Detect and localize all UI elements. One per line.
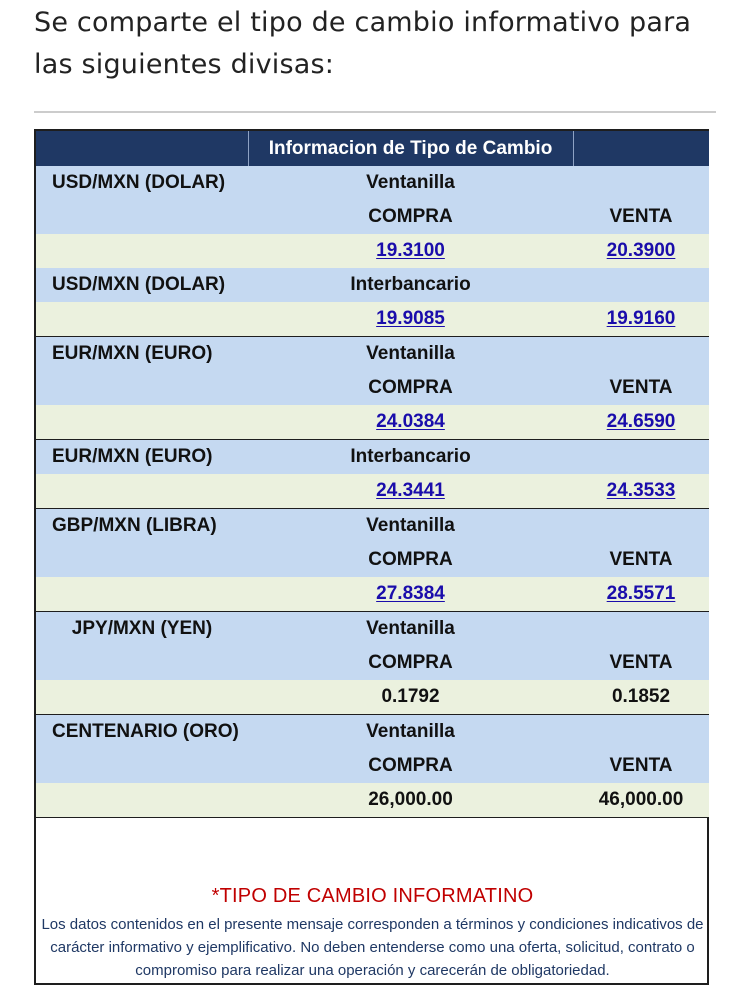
venta-rate-link[interactable]: 24.6590	[606, 411, 676, 432]
divider	[34, 111, 716, 113]
empty-cell	[573, 509, 709, 544]
venta-rate-link[interactable]: 24.3533	[606, 480, 676, 501]
venta-header: VENTA	[573, 200, 709, 234]
rate-type-ventanilla: Ventanilla	[248, 715, 573, 750]
table-row	[36, 234, 709, 268]
table-row	[36, 268, 709, 302]
empty-cell	[36, 474, 248, 509]
table-row	[36, 474, 709, 509]
table-row	[36, 715, 709, 750]
empty-cell	[36, 302, 248, 337]
empty-cell	[36, 577, 248, 612]
empty-cell	[573, 440, 709, 475]
table-row	[36, 509, 709, 544]
table-row	[36, 371, 709, 405]
compra-rate-value: 26,000.00	[248, 783, 573, 818]
venta-rate-value: 46,000.00	[573, 783, 709, 818]
disclaimer-title: *TIPO DE CAMBIO INFORMATINO	[211, 885, 534, 907]
compra-rate-link[interactable]: 24.0384	[376, 411, 445, 432]
venta-header: VENTA	[573, 646, 709, 680]
table-header-row	[36, 131, 709, 166]
currency-label-usd: USD/MXN (DOLAR)	[36, 268, 248, 302]
exchange-rate-table	[36, 131, 709, 818]
compra-header: COMPRA	[248, 543, 573, 577]
compra-rate-link[interactable]: 19.3100	[376, 240, 445, 261]
table-row	[36, 302, 709, 337]
venta-rate-link[interactable]: 28.5571	[606, 583, 676, 604]
empty-cell	[36, 680, 248, 715]
empty-cell	[36, 783, 248, 818]
empty-cell	[573, 337, 709, 372]
venta-header: VENTA	[573, 371, 709, 405]
empty-cell	[36, 543, 248, 577]
header-blank-left	[36, 131, 248, 166]
venta-header: VENTA	[573, 749, 709, 783]
currency-label-eur: EUR/MXN (EURO)	[36, 337, 248, 372]
compra-rate-link[interactable]: 24.3441	[376, 480, 445, 501]
rate-type-ventanilla: Ventanilla	[248, 509, 573, 544]
rate-type-ventanilla: Ventanilla	[248, 612, 573, 647]
table-row	[36, 405, 709, 440]
disclaimer	[36, 883, 709, 982]
table-row	[36, 577, 709, 612]
rate-type-ventanilla: Ventanilla	[248, 337, 573, 372]
empty-cell	[36, 371, 248, 405]
compra-header: COMPRA	[248, 371, 573, 405]
table-row	[36, 680, 709, 715]
empty-cell	[36, 405, 248, 440]
table-row	[36, 200, 709, 234]
table-row	[36, 783, 709, 818]
venta-rate-link[interactable]: 20.3900	[606, 240, 676, 261]
empty-cell	[36, 200, 248, 234]
empty-cell	[36, 749, 248, 783]
currency-label-gbp: GBP/MXN (LIBRA)	[36, 509, 248, 544]
intro-text: Se comparte el tipo de cambio informativo para las siguientes divisas:	[34, 7, 692, 80]
currency-label-usd: USD/MXN (DOLAR)	[36, 166, 248, 200]
rate-type-interbancario: Interbancario	[248, 268, 573, 302]
empty-cell	[573, 715, 709, 750]
compra-header: COMPRA	[248, 646, 573, 680]
table-row	[36, 543, 709, 577]
compra-rate-value: 0.1792	[248, 680, 573, 715]
rate-type-ventanilla: Ventanilla	[248, 166, 573, 200]
table-row	[36, 166, 709, 200]
empty-cell	[36, 646, 248, 680]
table-title: Informacion de Tipo de Cambio	[248, 131, 573, 166]
header-blank-right	[573, 131, 709, 166]
empty-cell	[573, 612, 709, 647]
compra-header: COMPRA	[248, 200, 573, 234]
currency-label-centenario: CENTENARIO (ORO)	[36, 715, 248, 750]
compra-header: COMPRA	[248, 749, 573, 783]
table-row	[36, 612, 709, 647]
table-row	[36, 337, 709, 372]
empty-cell	[573, 166, 709, 200]
venta-rate-link[interactable]: 19.9160	[606, 308, 676, 329]
exchange-rate-panel	[34, 129, 709, 985]
table-row	[36, 749, 709, 783]
currency-label-jpy: JPY/MXN (YEN)	[36, 612, 248, 647]
empty-cell	[36, 234, 248, 268]
table-row	[36, 646, 709, 680]
compra-rate-link[interactable]: 27.8384	[376, 583, 445, 604]
empty-cell	[573, 268, 709, 302]
venta-header: VENTA	[573, 543, 709, 577]
disclaimer-body: Los datos contenidos en el presente mensaje corresponden a términos y condiciones indicativos de carácter informativo y ejemplificativo. No deben entenderse como una oferta, solicitud, contrato o compromiso para realizar una operación y carecerán de obligatoriedad.	[41, 916, 704, 979]
rate-type-interbancario: Interbancario	[248, 440, 573, 475]
compra-rate-link[interactable]: 19.9085	[376, 308, 445, 329]
venta-rate-value: 0.1852	[573, 680, 709, 715]
currency-label-eur: EUR/MXN (EURO)	[36, 440, 248, 475]
table-row	[36, 440, 709, 475]
